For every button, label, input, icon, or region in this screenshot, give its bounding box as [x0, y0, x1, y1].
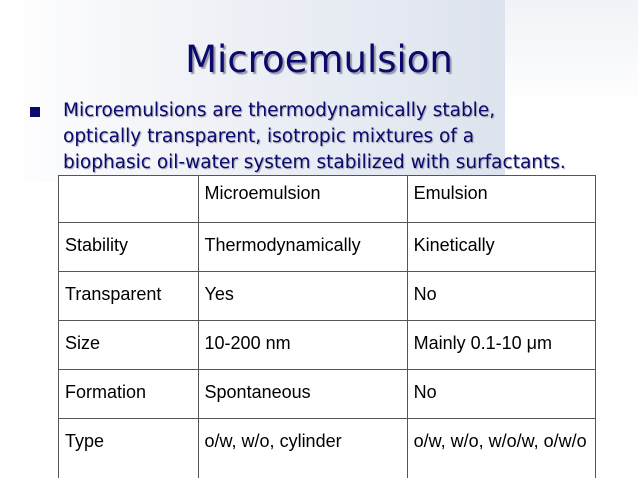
table-header-row — [59, 176, 596, 223]
microemulsion-cell: 10-200 nm — [198, 321, 407, 370]
row-label: Formation — [59, 370, 199, 419]
microemulsion-cell: Thermodynamically — [198, 223, 407, 272]
emulsion-cell: Kinetically — [407, 223, 595, 272]
microemulsion-cell: o/w, w/o, cylinder — [198, 419, 407, 478]
square-bullet-icon — [30, 107, 40, 117]
row-label: Size — [59, 321, 199, 370]
row-label: Transparent — [59, 272, 199, 321]
slide-title: Microemulsion — [185, 38, 453, 81]
bullet-text: Microemulsions are thermodynamically stable, optically transparent, isotropic mixtures of a biophasic oil-water system stabilized with surfactants. — [63, 100, 566, 173]
row-label: Stability — [59, 223, 199, 272]
emulsion-cell: Mainly 0.1-10 μm — [407, 321, 595, 370]
table-row — [59, 272, 596, 321]
comparison-table — [58, 175, 596, 478]
microemulsion-cell: Spontaneous — [198, 370, 407, 419]
table-row — [59, 223, 596, 272]
emulsion-cell: No — [407, 370, 595, 419]
header-cell-microemulsion: Microemulsion — [198, 176, 407, 223]
emulsion-cell: No — [407, 272, 595, 321]
row-label: Type — [59, 419, 199, 478]
header-cell-empty — [59, 176, 199, 223]
microemulsion-cell: Yes — [198, 272, 407, 321]
emulsion-cell: o/w, w/o, w/o/w, o/w/o — [407, 419, 595, 478]
table-row — [59, 419, 596, 478]
header-cell-emulsion: Emulsion — [407, 176, 595, 223]
table-row — [59, 321, 596, 370]
table-row — [59, 370, 596, 419]
